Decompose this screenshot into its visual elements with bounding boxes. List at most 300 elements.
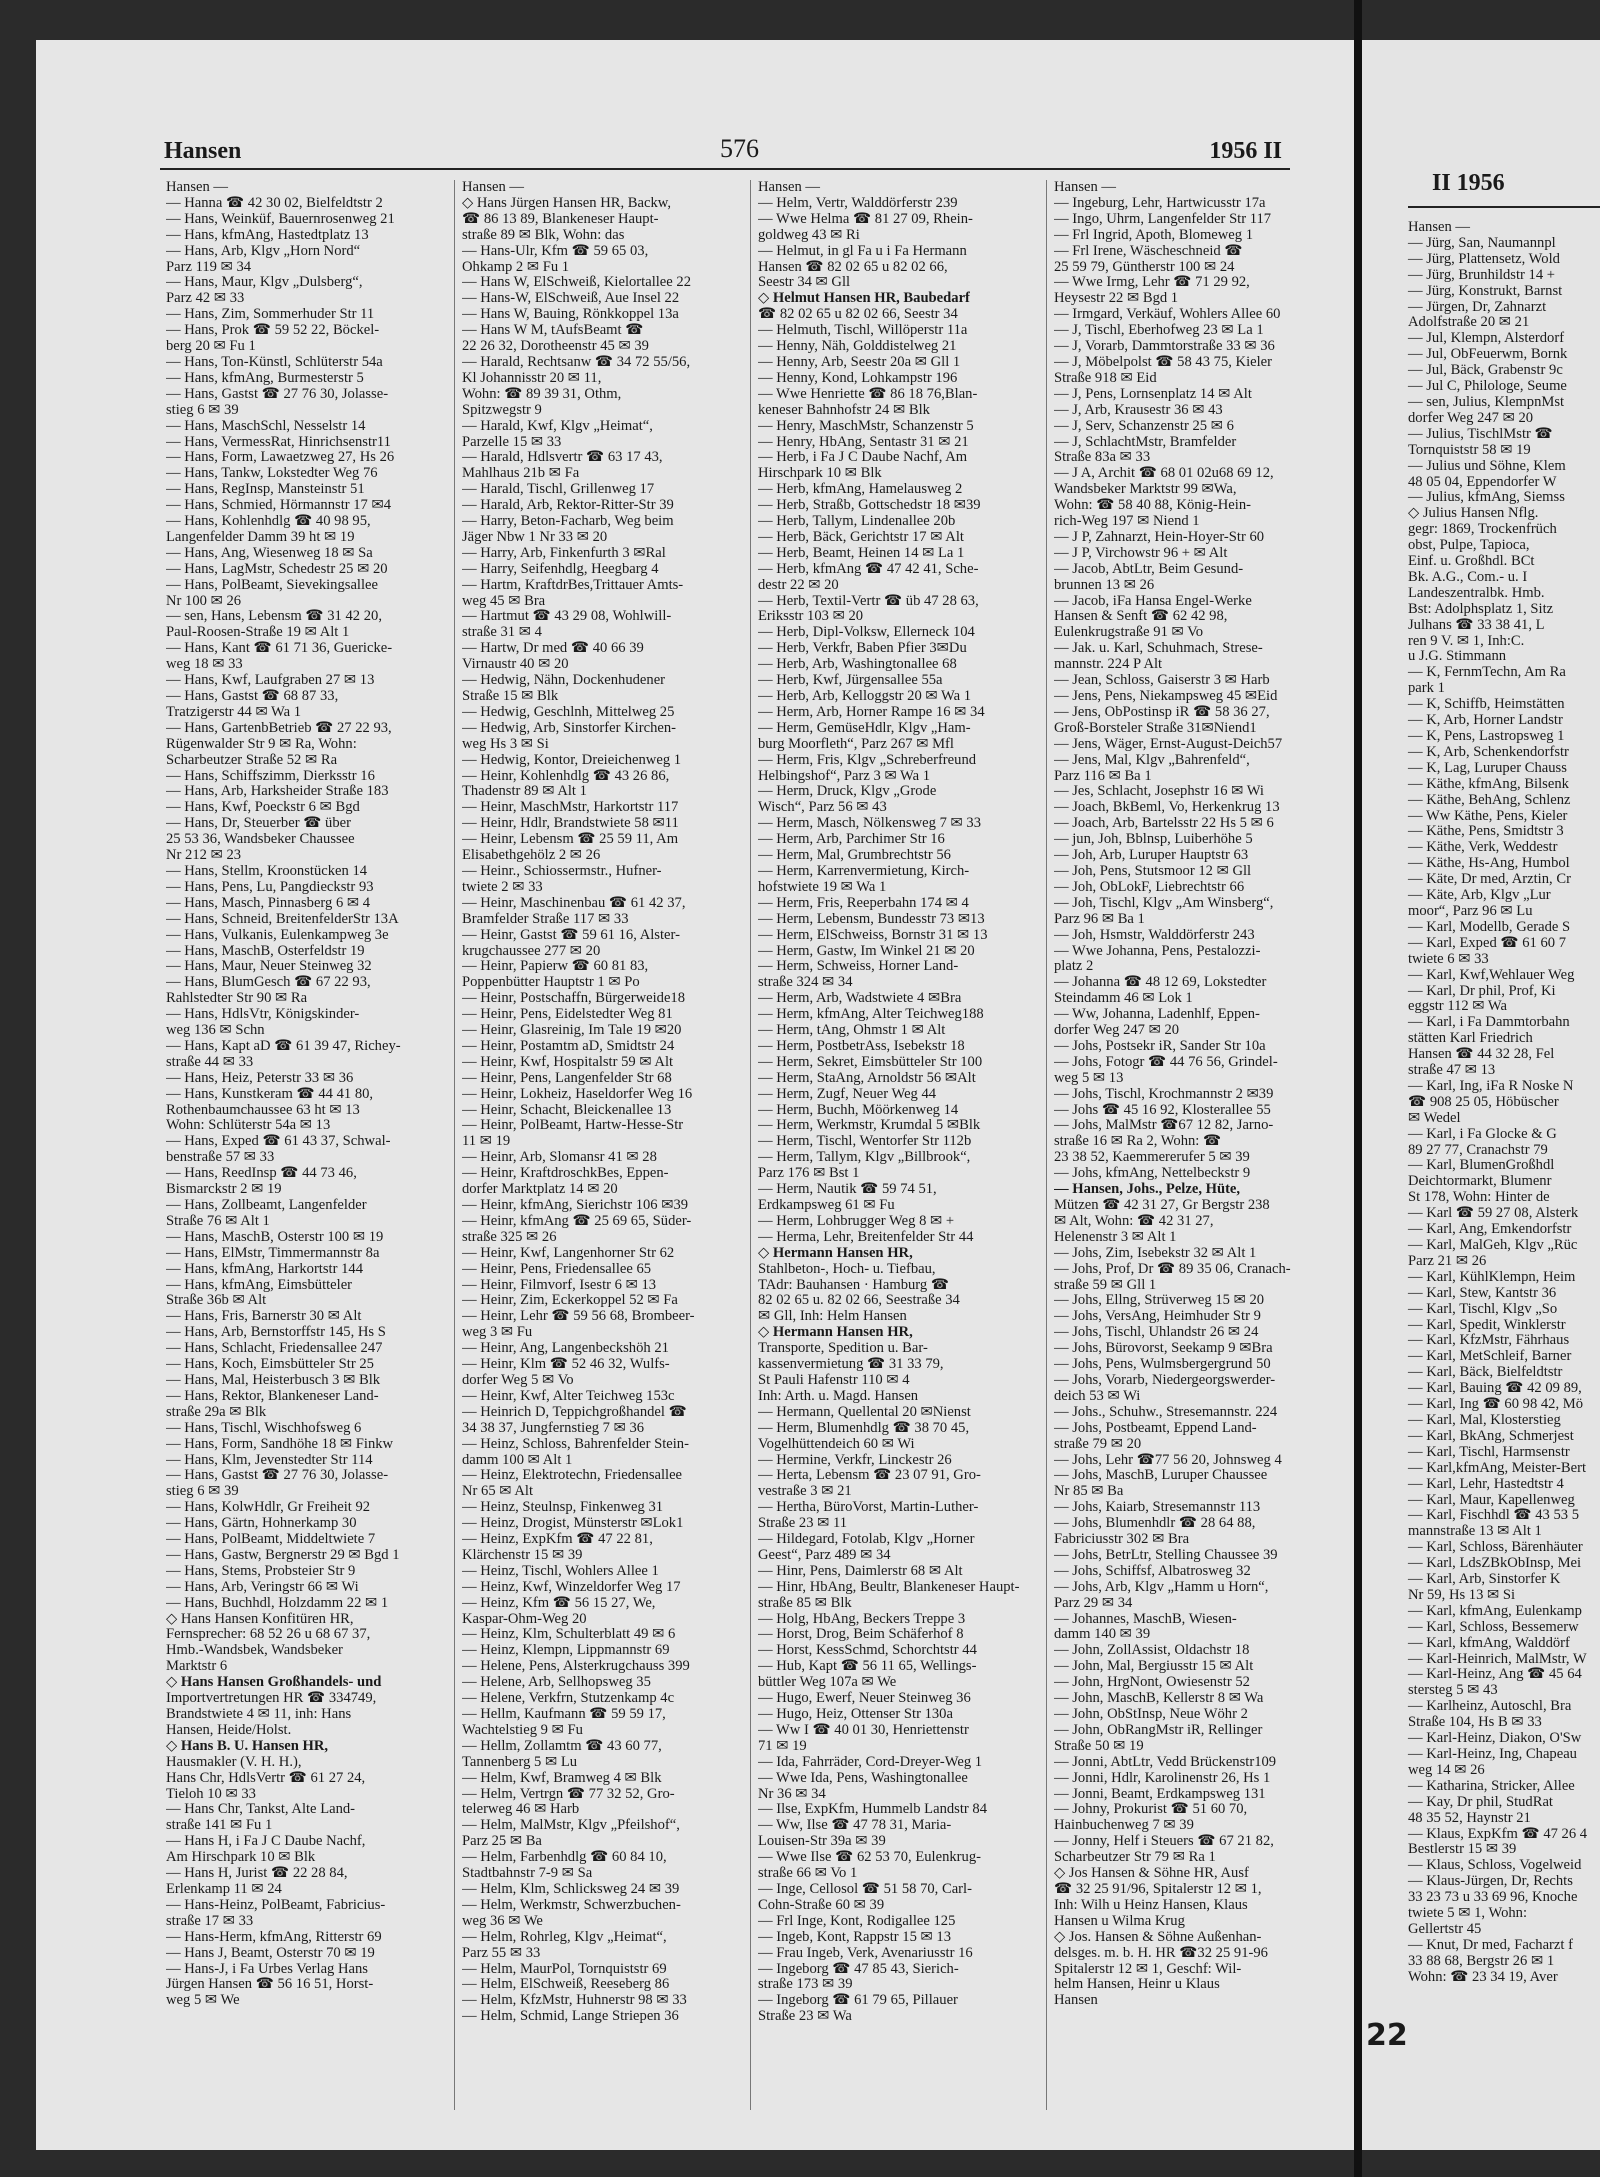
right-page-entry-line: — Jürg, Konstrukt, Barnst	[1408, 282, 1563, 299]
directory-entry-line: — Helm, Schmid, Lange Striepen 36	[462, 2009, 679, 2025]
directory-entry-line: — Hans-Heinz, PolBeamt, Fabricius-	[166, 1897, 386, 1913]
directory-entry-line: — Herm, Nautik ☎ 59 74 51,	[758, 1182, 937, 1198]
directory-entry-line: — Johs, MaschB, Luruper Chaussee	[1054, 1468, 1268, 1484]
right-page-entry-line: — Katharina, Stricker, Allee	[1408, 1777, 1575, 1794]
directory-entry-line: — Herm, GemüseHdlr, Klgv „Ham-	[758, 720, 971, 736]
right-page-entry-line: ☎ 908 25 05, Höbüscher	[1408, 1093, 1559, 1110]
directory-entry-line: — Herm, Arb, Wadstwiete 4 ✉Bra	[758, 991, 962, 1007]
directory-entry-line: — Hans, Gastst ☎ 27 76 30, Jolasse-	[166, 1468, 389, 1484]
directory-entry-line: — J, Möbelpolst ☎ 58 43 75, Kieler	[1054, 354, 1273, 370]
directory-entry-line: straße 89 ✉ Blk, Wohn: das	[462, 227, 625, 243]
directory-entry-line: Parz 116 ✉ Ba 1	[1054, 768, 1152, 784]
directory-entry-line: — Hans, Form, Lawaetzweg 27, Hs 26	[166, 450, 395, 466]
directory-entry-line: Jäger Nbw 1 Nr 33 ✉ 20	[462, 529, 608, 545]
directory-entry-line: — Heinr, Glasreinig, Im Tale 19 ✉20	[462, 1023, 682, 1039]
directory-entry-line: ◇ Hans Hansen Konfitüren HR,	[166, 1611, 354, 1627]
directory-entry-line: — Heinr, PolBeamt, Hartw-Hesse-Str	[462, 1118, 684, 1134]
directory-entry-line: — Hans, Exped ☎ 61 43 37, Schwal-	[166, 1134, 391, 1150]
directory-entry-line: — Hans, Tankw, Lokstedter Weg 76	[166, 466, 378, 482]
directory-entry-line: — Heinr, kfmAng, Sierichstr 106 ✉39	[462, 1198, 689, 1213]
directory-entry-line: straße 85 ✉ Blk	[758, 1595, 852, 1611]
directory-entry-line: — Jens, Wäger, Ernst-August-Deich57	[1054, 736, 1283, 752]
right-page-entry-line: Straße 104, Hs B ✉ 33	[1408, 1714, 1542, 1731]
directory-entry-line: — Jean, Schloss, Gaiserstr 3 ✉ Harb	[1054, 673, 1270, 689]
directory-entry-line: straße 79 ✉ 20	[1054, 1436, 1142, 1452]
directory-entry-line: Spitzwegstr 9	[462, 402, 542, 418]
directory-entry-line: — Johs, Tischl, Uhlandstr 26 ✉ 24	[1054, 1325, 1259, 1341]
directory-entry-line: — Herm, Mal, Grumbrechtstr 56	[758, 848, 951, 864]
directory-entry-line: — Harry, Beton-Facharb, Weg beim	[462, 514, 674, 530]
right-page-entry-line: mannstraße 13 ✉ Alt 1	[1408, 1523, 1542, 1540]
directory-entry-line: ◇ Jos Hansen & Söhne HR, Ausf	[1054, 1866, 1249, 1882]
directory-entry-line: — Herm, Fris, Reeperbahn 174 ✉ 4	[758, 895, 969, 911]
right-page-entry-line: — Klaus-Jürgen, Dr, Rechts	[1408, 1873, 1573, 1890]
directory-entry-line: — Hans, Gastst ☎ 27 76 30, Jolasse-	[166, 386, 389, 402]
directory-entry-line: — Wwe Helma ☎ 81 27 09, Rhein-	[758, 211, 973, 227]
directory-entry-line: — Hans, PolBeamt, Middeltwiete 7	[166, 1532, 376, 1548]
directory-entry-line: — Helm, MalMstr, Klgv „Pfeilshof“,	[462, 1818, 680, 1834]
right-page-entry-line: — K, Lag, Luruper Chauss	[1408, 759, 1567, 776]
directory-entry-line: Eulenkrugstraße 91 ✉ Vo	[1054, 625, 1204, 641]
directory-entry-line: Helbingshof“, Parz 3 ✉ Wa 1	[758, 768, 931, 784]
directory-entry-line: — Heinr, Kwf, Alter Teichweg 153c	[462, 1388, 675, 1404]
directory-entry-line: — Harald, Tischl, Grillenweg 17	[462, 482, 655, 498]
directory-entry-line: damm 100 ✉ Alt 1	[462, 1452, 573, 1468]
directory-entry-line: — Helm, Farbenhdlg ☎ 60 84 10,	[462, 1850, 667, 1866]
directory-entry-line: — Harald, Hdlsvertr ☎ 63 17 43,	[462, 450, 663, 466]
directory-entry-line: — Hartm, KraftdrBes,Trittauer Amts-	[462, 577, 684, 593]
directory-entry-line: Parz 55 ✉ 33	[462, 1945, 541, 1961]
directory-entry-line: — Hans, Schiffszimm, Dierksstr 16	[166, 768, 375, 784]
directory-entry-line: Rothenbaumchaussee 63 ht ✉ 13	[166, 1102, 360, 1118]
directory-entry-line: — Herm, PostbetrAss, Isebekstr 18	[758, 1038, 965, 1054]
directory-entry-line: delsges. m. b. H. HR ☎32 25 91-96	[1054, 1945, 1268, 1961]
directory-entry-line: — Herm, tAng, Ohmstr 1 ✉ Alt	[758, 1023, 946, 1039]
directory-entry-line: weg 136 ✉ Schn	[166, 1023, 265, 1039]
right-page-entry-line: ren 9 V. ✉ 1, Inh:C.	[1408, 632, 1525, 649]
directory-entry-line: — Hans, Arb, Bernstorffstr 145, Hs S	[166, 1325, 386, 1341]
right-page-entry-line: — Jürg, Brunhildstr 14 +	[1408, 266, 1556, 283]
directory-entry-line: — Hans, Gastst ☎ 68 87 33,	[166, 689, 339, 704]
right-page-entry-line: gegr: 1869, Trockenfrüch	[1408, 521, 1557, 538]
directory-entry-line: — Frl Inge, Kont, Rodigallee 125	[758, 1913, 956, 1929]
directory-entry-line: 25 53 36, Wandsbeker Chaussee	[166, 832, 355, 848]
directory-entry-line: — Heinz, Klm, Schulterblatt 49 ✉ 6	[462, 1627, 676, 1643]
right-page-entry-line: — Karl, Dr phil, Prof, Ki	[1408, 982, 1556, 999]
column-3	[758, 180, 1040, 2110]
right-page-entry-line: — Käte, Dr med, Arztin, Cr	[1408, 871, 1571, 888]
directory-entry-line: straße 17 ✉ 33	[166, 1913, 254, 1929]
right-page-entry-line: — Karl, Bauing ☎ 42 09 89,	[1408, 1380, 1582, 1397]
directory-entry-line: — Ww I ☎ 40 01 30, Henriettenstr	[758, 1722, 969, 1738]
directory-entry-line: Am Hirschpark 10 ✉ Blk	[166, 1850, 316, 1866]
directory-entry-line: — Hans, GartenbBetrieb ☎ 27 22 93,	[166, 720, 392, 736]
right-page-entry-line: Landeszentralbk. Hmb.	[1408, 584, 1545, 601]
right-page-entry-line: — Karl, MetSchleif, Barner	[1408, 1348, 1572, 1365]
directory-entry-line: — Jens, Mal, Klgv „Bahrenfeld“,	[1054, 752, 1250, 768]
directory-entry-line: — Herm, Lohbrugger Weg 8 ✉ +	[758, 1213, 955, 1229]
directory-entry-line: — Herb, i Fa J C Daube Nachf, Am	[758, 450, 968, 466]
book-gutter	[1354, 0, 1362, 2177]
directory-entry-line: — Herma, Lehr, Breitenfelder Str 44	[758, 1229, 974, 1245]
right-page-entry-line: — Karl-Heinz, Ang ☎ 45 64	[1408, 1666, 1582, 1683]
directory-entry-line: Straße 23 ✉ Wa	[758, 2009, 852, 2025]
directory-entry-line: — Johs, Prof, Dr ☎ 89 35 06, Cranach-	[1054, 1261, 1291, 1277]
directory-entry-line: — Heinr, MaschMstr, Harkortstr 117	[462, 800, 679, 816]
directory-entry-line: weg 3 ✉ Fu	[462, 1325, 533, 1341]
directory-entry-line: — Jonni, Beamt, Erdkampsweg 131	[1054, 1786, 1266, 1802]
directory-entry-line: — Hansen, Johs., Pelze, Hüte,	[1054, 1182, 1241, 1198]
directory-entry-line: Kaspar-Ohm-Weg 20	[462, 1611, 587, 1627]
right-page-entry-line: — Karl, Ang, Emkendorfstr	[1408, 1221, 1572, 1238]
directory-entry-line: mannstr. 224 P Alt	[1054, 657, 1163, 673]
directory-entry-line: — Hans, Arb, Klgv „Horn Nord“	[166, 243, 361, 259]
directory-entry-line: — Heinr, Lehr ☎ 59 56 68, Brombeer-	[462, 1309, 695, 1325]
directory-entry-line: — Herm, Lebensm, Bundesstr 73 ✉13	[758, 911, 985, 927]
directory-entry-line: Parz 42 ✉ 33	[166, 291, 245, 307]
directory-entry-line: — Jak. u. Karl, Schuhmach, Strese-	[1054, 641, 1263, 657]
right-page-entry-line: — Käthe, kfmAng, Bilsenk	[1408, 775, 1569, 792]
right-page-entry-line: — Karl, LdsZBkObInsp, Mei	[1408, 1555, 1582, 1572]
directory-entry-line: Wandsbeker Marktstr 99 ✉Wa,	[1054, 482, 1237, 498]
directory-entry-line: — Heinz, Elektrotechn, Friedensallee	[462, 1468, 683, 1484]
right-page-entry-line: — Käthe, Verk, Weddestr	[1408, 839, 1558, 856]
directory-entry-line: Erdkampsweg 61 ✉ Fu	[758, 1198, 895, 1213]
directory-entry-line: — Herb, Kwf, Jürgensallee 55a	[758, 673, 943, 689]
directory-entry-line: damm 140 ✉ 39	[1054, 1627, 1151, 1643]
right-page-entry-line: — Karl-Heinrich, MalMstr, W	[1408, 1650, 1587, 1667]
directory-entry-line: — Herm, Karrenvermietung, Kirch-	[758, 863, 970, 879]
directory-entry-line: — J, Vorarb, Dammtorstraße 33 ✉ 36	[1054, 339, 1275, 355]
directory-entry-line: Helenenstr 3 ✉ Alt 1	[1054, 1229, 1177, 1245]
right-header-rule	[1408, 206, 1600, 208]
right-page-entry-line: — Karl, Bäck, Bielfeldtstr	[1408, 1364, 1563, 1381]
directory-entry-line: — Helmuth, Tischl, Willöperstr 11a	[758, 323, 968, 339]
directory-entry-line: Elisabethgehölz 2 ✉ 26	[462, 848, 601, 864]
directory-entry-line: — Hans-Ulr, Kfm ☎ 59 65 03,	[462, 243, 649, 259]
directory-entry-line: — Ilse, ExpKfm, Hummelb Landstr 84	[758, 1802, 988, 1818]
directory-entry-line: — Heinr, Papierw ☎ 60 81 83,	[462, 959, 649, 975]
directory-entry-line: — Hedwig, Kontor, Dreieichenweg 1	[462, 752, 682, 768]
directory-entry-line: — Hans, Stems, Probsteier Str 9	[166, 1563, 356, 1579]
directory-entry-line: — Heinr, Ang, Langenbeckshöh 21	[462, 1341, 669, 1357]
directory-entry-line: — Heinr, Pens, Langenfelder Str 68	[462, 1070, 672, 1086]
directory-entry-line: — Heinz, Kwf, Winzeldorfer Weg 17	[462, 1579, 681, 1595]
directory-entry-line: — Herb, Tallym, Lindenallee 20b	[758, 514, 956, 530]
directory-entry-line: — John, Mal, Bergiusstr 15 ✉ Alt	[1054, 1659, 1254, 1675]
directory-entry-line: — Heinr, Schacht, Bleickenallee 13	[462, 1102, 672, 1118]
directory-entry-line: — Hermann, Quellental 20 ✉Nienst	[758, 1404, 971, 1420]
right-page-entry-line: Hansen ☎ 44 32 28, Fel	[1408, 1046, 1555, 1063]
directory-entry-line: telerweg 46 ✉ Harb	[462, 1802, 580, 1818]
right-page-entry-line: — Jürgen, Dr, Zahnarzt	[1408, 298, 1547, 315]
directory-entry-line: Marktstr 6	[166, 1659, 228, 1675]
directory-entry-line: — Hans, HdlsVtr, Königskinder-	[166, 1007, 360, 1023]
directory-entry-line: Steindamm 46 ✉ Lok 1	[1054, 991, 1193, 1007]
directory-entry-line: — Helm, Kwf, Bramweg 4 ✉ Blk	[462, 1770, 662, 1786]
directory-entry-line: — Joh, Pens, Stutsmoor 12 ✉ Gll	[1054, 863, 1252, 879]
directory-entry-line: — Hugo, Ewerf, Neuer Steinweg 36	[758, 1691, 971, 1707]
directory-entry-line: — Frau Ingeb, Verk, Avenariusstr 16	[758, 1945, 973, 1961]
directory-entry-line: Straße 76 ✉ Alt 1	[166, 1213, 270, 1229]
right-page-entry-line: twiete 6 ✉ 33	[1408, 950, 1489, 967]
directory-entry-line: — Hans, Kunstkeram ☎ 44 41 80,	[166, 1086, 374, 1102]
right-page-entry-line: — Karlheinz, Autoschl, Bra	[1408, 1698, 1572, 1715]
directory-entry-line: Cohn-Straße 60 ✉ 39	[758, 1897, 885, 1913]
right-page-entry-line: straße 47 ✉ 13	[1408, 1062, 1496, 1079]
directory-entry-line: — Hans J, Beamt, Osterstr 70 ✉ 19	[166, 1945, 375, 1961]
right-page-entry-line: — Karl, Exped ☎ 61 60 7	[1408, 934, 1567, 951]
directory-entry-line: ✉ Alt, Wohn: ☎ 42 31 27,	[1054, 1213, 1214, 1229]
directory-entry-line: — Herm, Schweiss, Horner Land-	[758, 959, 959, 975]
right-page-entry-line: — Käthe, Pens, Smidtstr 3	[1408, 823, 1564, 840]
directory-entry-line: — Helm, Klm, Schlicksweg 24 ✉ 39	[462, 1881, 680, 1897]
directory-entry-line: — Hans, Schneid, BreitenfelderStr 13A	[166, 911, 399, 927]
directory-entry-line: — Heinr, Klm ☎ 52 46 32, Wulfs-	[462, 1357, 670, 1373]
directory-entry-line: — Johs, Kaiarb, Stresemannstr 113	[1054, 1500, 1261, 1516]
directory-entry-line: — J A, Archit ☎ 68 01 02u68 69 12,	[1054, 466, 1274, 482]
directory-entry-line: platz 2	[1054, 959, 1094, 975]
directory-entry-line: dorfer Marktplatz 14 ✉ 20	[462, 1182, 618, 1198]
directory-entry-line: — Johny, Prokurist ☎ 51 60 70,	[1054, 1802, 1248, 1818]
directory-entry-line: St Pauli Hafenstr 110 ✉ 4	[758, 1372, 910, 1388]
directory-entry-line: — Johs, Tischl, Krochmannstr 2 ✉39	[1054, 1086, 1274, 1102]
directory-entry-line: ◇ Hans Jürgen Hansen HR, Backw,	[462, 195, 672, 211]
directory-entry-line: — Heinr, kfmAng ☎ 25 69 65, Süder-	[462, 1213, 692, 1229]
right-page-entry-line: Bst: Adolphsplatz 1, Sitz	[1408, 600, 1554, 617]
right-page-entry-line: — Karl, BlumenGroßhdl	[1408, 1157, 1555, 1174]
right-page-entry-line: — Karl, KühlKlempn, Heim	[1408, 1268, 1576, 1285]
directory-entry-line: — Joh, Hsmstr, Walddörferstr 243	[1054, 927, 1255, 943]
directory-entry-line: Vogelhüttendeich 60 ✉ Wi	[758, 1436, 915, 1452]
directory-entry-line: — Joh, Tischl, Klgv „Am Winsberg“,	[1054, 895, 1274, 911]
directory-entry-line: Hausmakler (V. H. H.),	[166, 1754, 302, 1770]
directory-entry-line: Ohkamp 2 ✉ Fu 1	[462, 259, 570, 275]
directory-entry-line: Hansen & Senft ☎ 62 42 98,	[1054, 609, 1228, 625]
directory-entry-line: — Helm, Werkmstr, Schwerzbuchen-	[462, 1897, 681, 1913]
directory-entry-line: Hansen —	[758, 180, 821, 195]
right-page-entry-line: — Karl, i Fa Glocke & G	[1408, 1125, 1557, 1142]
directory-entry-line: — Hans, Maur, Klgv „Dulsberg“,	[166, 275, 363, 291]
directory-entry-line: — Heinr, Gastst ☎ 59 61 16, Alster-	[462, 927, 680, 943]
directory-entry-line: — sen, Hans, Lebensm ☎ 31 42 20,	[166, 609, 382, 625]
page-number: 576	[720, 134, 759, 163]
right-page-entry-line: twiete 5 ✉ 1, Wohn:	[1408, 1905, 1528, 1922]
directory-entry-line: Parz 119 ✉ 34	[166, 259, 252, 275]
directory-entry-line: — Heinr, Lebensm ☎ 25 59 11, Am	[462, 832, 679, 848]
directory-entry-line: — Frl Ingrid, Apoth, Blomeweg 1	[1054, 227, 1254, 243]
directory-entry-line: — Hans, Gärtn, Hohnerkamp 30	[166, 1516, 357, 1532]
directory-entry-line: — Johs, Schiffsf, Albatrosweg 32	[1054, 1563, 1251, 1579]
directory-entry-line: — Hanna ☎ 42 30 02, Bielfeldtstr 2	[166, 195, 383, 211]
column-divider	[750, 180, 751, 2110]
directory-entry-line: Stahlbeton-, Hoch- u. Tiefbau,	[758, 1261, 936, 1277]
right-page-entry-line: dorfer Weg 247 ✉ 20	[1408, 409, 1534, 426]
directory-entry-line: — Hans, Heiz, Peterstr 33 ✉ 36	[166, 1070, 354, 1086]
directory-entry-line: — Hans, VermessRat, Hinrichsenstr11	[166, 434, 391, 450]
right-page-entry-line: — Jul, Klempn, Alsterdorf	[1408, 330, 1565, 347]
directory-entry-line: Spitalerstr 12 ✉ 1, Geschf: Wil-	[1054, 1961, 1242, 1977]
directory-entry-line: — Hans, Klm, Jevenstedter Str 114	[166, 1452, 373, 1468]
directory-entry-line: — Herb, Arb, Washingtonallee 68	[758, 657, 957, 673]
directory-entry-line: twiete 2 ✉ 33	[462, 879, 543, 895]
directory-entry-line: — Harald, Arb, Rektor-Ritter-Str 39	[462, 498, 674, 514]
directory-entry-line: Rahlstedter Str 90 ✉ Ra	[166, 991, 308, 1007]
running-head-name: Hansen	[164, 138, 242, 164]
right-page-entry-line: — Karl, Ing ☎ 60 98 42, Mö	[1408, 1396, 1584, 1413]
directory-entry-line: — Hans, MaschSchl, Nesselstr 14	[166, 418, 366, 434]
directory-entry-line: — Herm, Tallym, Klgv „Billbrook“,	[758, 1150, 971, 1166]
right-page-entry-line: Deichtormarkt, Blumenr	[1408, 1173, 1552, 1190]
right-page-entry-line: ✉ Wedel	[1408, 1109, 1461, 1126]
directory-entry-line: — Johs, kfmAng, Nettelbeckstr 9	[1054, 1166, 1251, 1182]
right-page-entry-line: — Karl, Maur, Kapellenweg	[1408, 1491, 1575, 1508]
directory-entry-line: — Herm, Arb, Parchimer Str 16	[758, 832, 945, 848]
directory-entry-line: — Heinz, Tischl, Wohlers Allee 1	[462, 1563, 659, 1579]
directory-entry-line: — Hildegard, Fotolab, Klgv „Horner	[758, 1532, 975, 1548]
directory-entry-line: Langenfelder Damm 39 ht ✉ 19	[166, 529, 355, 545]
directory-entry-line: — Johs, Ellng, Strüverweg 15 ✉ 20	[1054, 1293, 1265, 1309]
directory-entry-line: ☎ 86 13 89, Blankeneser Haupt-	[462, 211, 659, 227]
right-page-entry-line: — Karl-Heinz, Diakon, O'Sw	[1408, 1730, 1582, 1747]
directory-entry-line: — Joach, Arb, Bartelsstr 22 Hs 5 ✉ 6	[1054, 816, 1274, 832]
directory-entry-line: straße 324 ✉ 34	[758, 975, 853, 991]
directory-entry-line: — Heinz, ExpKfm ☎ 47 22 81,	[462, 1532, 653, 1548]
right-page-entry-line: — Karl, Kwf,Wehlauer Weg	[1408, 966, 1575, 983]
directory-entry-line: Wohn: ☎ 89 39 31, Othm,	[462, 386, 622, 402]
directory-entry-line: ◇ Helmut Hansen HR, Baubedarf	[758, 291, 970, 307]
right-page-entry-line: — Karl, Spedit, Winklerstr	[1408, 1316, 1566, 1333]
directory-entry-line: — Johs., Schuhw., Stresemannstr. 224	[1054, 1404, 1278, 1420]
directory-entry-line: Jürgen Hansen ☎ 56 16 51, Horst-	[166, 1977, 374, 1993]
right-page-entry-line: — Karl, Schloss, Bessemerw	[1408, 1618, 1579, 1635]
right-page-entry-line: — Knut, Dr med, Facharzt f	[1408, 1936, 1573, 1953]
directory-entry-line: Hansen u Wilma Krug	[1054, 1913, 1185, 1929]
directory-entry-line: — Hans, Gastw, Bergnerstr 29 ✉ Bgd 1	[166, 1547, 400, 1563]
directory-entry-line: Nr 36 ✉ 34	[758, 1786, 826, 1802]
directory-entry-line: Parz 25 ✉ Ba	[462, 1834, 542, 1850]
directory-columns	[166, 180, 1336, 2110]
right-page-entry-line: — Jul, ObFeuerwm, Bornk	[1408, 346, 1568, 363]
page-tab-number: 22	[1366, 2018, 1408, 2053]
right-page-entry-line: stätten Karl Friedrich	[1408, 1030, 1533, 1047]
directory-entry-line: — Hans, ReedInsp ☎ 44 73 46,	[166, 1166, 357, 1182]
directory-entry-line: Transporte, Spedition u. Bar-	[758, 1341, 928, 1357]
directory-entry-line: Inh: Wilh u Heinz Hansen, Klaus	[1054, 1897, 1248, 1913]
directory-entry-line: — Hans, Ang, Wiesenweg 18 ✉ Sa	[166, 545, 373, 561]
directory-entry-line: — Herb, Arb, Kelloggstr 20 ✉ Wa 1	[758, 689, 972, 704]
directory-entry-line: — Hans, Buchhdl, Holzdamm 22 ✉ 1	[166, 1595, 389, 1611]
directory-entry-line: — Helene, Verkfrn, Stutzenkamp 4c	[462, 1691, 675, 1707]
directory-entry-line: deich 53 ✉ Wi	[1054, 1388, 1141, 1404]
directory-entry-line: 25 59 79, Güntherstr 100 ✉ 24	[1054, 259, 1235, 275]
right-page-entry-line: — Karl, Arb, Sinstorfer K	[1408, 1571, 1561, 1588]
directory-entry-line: Straße 36b ✉ Alt	[166, 1293, 267, 1309]
directory-entry-line: Hansen, Heide/Holst.	[166, 1722, 292, 1738]
directory-entry-line: hofstwiete 19 ✉ Wa 1	[758, 879, 887, 895]
directory-entry-line: — Wwe Ilse ☎ 62 53 70, Eulenkrug-	[758, 1850, 981, 1866]
directory-entry-line: — Hinr, Pens, Daimlerstr 68 ✉ Alt	[758, 1563, 963, 1579]
directory-entry-line: — Hans, Koch, Eimsbütteler Str 25	[166, 1357, 374, 1373]
column-1	[166, 180, 448, 2110]
directory-entry-line: — Herb, Textil-Vertr ☎ üb 47 28 63,	[758, 593, 979, 609]
directory-entry-line: — Hans-W, ElSchweiß, Aue Insel 22	[462, 291, 680, 307]
directory-entry-line: — J P, Virchowstr 96 + ✉ Alt	[1054, 545, 1228, 561]
directory-entry-line: — Hans, Mal, Heisterbusch 3 ✉ Blk	[166, 1372, 381, 1388]
directory-entry-line: Nr 65 ✉ Alt	[462, 1484, 534, 1500]
directory-entry-line: 71 ✉ 19	[758, 1738, 807, 1754]
directory-entry-line: Erlenkamp 11 ✉ 24	[166, 1881, 282, 1897]
directory-entry-line: — Helm, MaurPol, Tornquiststr 69	[462, 1961, 667, 1977]
directory-entry-line: — Heinr, Lokheiz, Haseldorfer Weg 16	[462, 1086, 693, 1102]
right-page-entry-line: — Jul C, Philologe, Seume	[1408, 378, 1567, 395]
directory-entry-line: — Holg, HbAng, Beckers Treppe 3	[758, 1611, 966, 1627]
right-page-entry-line: — Karl, Fischhdl ☎ 43 53 5	[1408, 1507, 1579, 1524]
right-page-entry-line: 89 27 77, Cranachstr 79	[1408, 1141, 1548, 1158]
directory-entry-line: — Johs, MalMstr ☎67 12 82, Jarno-	[1054, 1118, 1274, 1134]
directory-entry-line: — Hedwig, Nähn, Dockenhudener	[462, 673, 666, 689]
directory-entry-line: — Wwe Henriette ☎ 86 18 76,Blan-	[758, 386, 978, 402]
directory-entry-line: straße 325 ✉ 26	[462, 1229, 557, 1245]
directory-entry-line: — Hans, RegInsp, Mansteinstr 51	[166, 482, 365, 498]
directory-entry-line: — Jonni, AbtLtr, Vedd Brückenstr109	[1054, 1754, 1277, 1770]
directory-entry-line: — Hermine, Verkfr, Linckestr 26	[758, 1452, 952, 1468]
directory-entry-line: — John, ObStInsp, Neue Wöhr 2	[1054, 1707, 1248, 1722]
directory-entry-line: Parz 96 ✉ Ba 1	[1054, 911, 1145, 927]
directory-entry-line: — Joh, Arb, Luruper Hauptstr 63	[1054, 848, 1249, 864]
directory-entry-line: — Herm, Sekret, Eimsbütteler Str 100	[758, 1054, 983, 1070]
directory-entry-line: — Hans, Fris, Barnerstr 30 ✉ Alt	[166, 1309, 362, 1325]
right-page-entry-line: — Karl, Schloss, Bärenhäuter	[1408, 1539, 1583, 1556]
directory-entry-line: ◇ Hermann Hansen HR,	[758, 1325, 913, 1341]
right-page-entry-line: Wohn: ☎ 23 34 19, Aver	[1408, 1968, 1558, 1985]
directory-entry-line: — Heinz, Drogist, Münsterstr ✉Lok1	[462, 1516, 684, 1532]
directory-entry-line: — Johs ☎ 45 16 92, Klosterallee 55	[1054, 1102, 1271, 1118]
directory-entry-line: — Herm, Masch, Nölkensweg 7 ✉ 33	[758, 816, 981, 832]
right-page-entry-line: — Karl, Modellb, Gerade S	[1408, 918, 1571, 935]
directory-entry-line: — Hans-J, i Fa Urbes Verlag Hans	[166, 1961, 368, 1977]
directory-entry-line: — Ida, Fahrräder, Cord-Dreyer-Weg 1	[758, 1754, 983, 1770]
directory-entry-line: Nr 212 ✉ 23	[166, 848, 242, 864]
directory-entry-line: — Hellm, Kaufmann ☎ 59 59 17,	[462, 1707, 666, 1722]
directory-entry-line: — John, ZollAssist, Oldachstr 18	[1054, 1643, 1250, 1659]
right-page-entry-line: — Karl, Ing, iFa R Noske N	[1408, 1077, 1574, 1094]
directory-entry-line: — Hans, Ton-Künstl, Schlüterstr 54a	[166, 354, 383, 370]
directory-entry-line: — Herb, kfmAng, Hamelausweg 2	[758, 482, 963, 498]
directory-entry-line: — Herm, Tischl, Wentorfer Str 112b	[758, 1134, 972, 1150]
directory-entry-line: Louisen-Str 39a ✉ 39	[758, 1834, 886, 1850]
directory-entry-line: — Ingeb, Kont, Rappstr 15 ✉ 13	[758, 1929, 952, 1945]
right-page-entry-line: obst, Pulpe, Tapioca,	[1408, 537, 1530, 554]
directory-entry-line: — John, ObRangMstr iR, Rellinger	[1054, 1722, 1263, 1738]
directory-entry-line: — Johs, Lehr ☎77 56 20, Johnsweg 4	[1054, 1452, 1282, 1468]
directory-entry-line: — Ingo, Uhrm, Langenfelder Str 117	[1054, 211, 1272, 227]
right-page-entry-line: Einf. u. Großhdl. BCt	[1408, 553, 1535, 570]
directory-entry-line: — Horst, Drog, Beim Schäferhof 8	[758, 1627, 964, 1643]
directory-entry-line: — Hans-Herm, kfmAng, Ritterstr 69	[166, 1929, 382, 1945]
directory-entry-line: — Hans, Kant ☎ 61 71 36, Guericke-	[166, 641, 393, 657]
directory-entry-line: Tannenberg 5 ✉ Lu	[462, 1754, 578, 1770]
directory-entry-line: — Herm, Buchh, Möörkenweg 14	[758, 1102, 959, 1118]
directory-entry-line: weg 45 ✉ Bra	[462, 593, 546, 609]
directory-entry-line: weg Hs 3 ✉ Si	[462, 736, 549, 752]
directory-entry-line: Hmb.-Wandsbek, Wandsbeker	[166, 1643, 343, 1659]
right-page-entry-line: St 178, Wohn: Hinter de	[1408, 1189, 1550, 1206]
directory-entry-line: stieg 6 ✉ 39	[166, 402, 239, 418]
directory-entry-line: — Hans W, ElSchweiß, Kielortallee 22	[462, 275, 691, 291]
directory-entry-line: 82 02 65 u. 82 02 66, Seestraße 34	[758, 1293, 960, 1309]
directory-entry-line: — J, Pens, Lornsenplatz 14 ✉ Alt	[1054, 386, 1252, 402]
